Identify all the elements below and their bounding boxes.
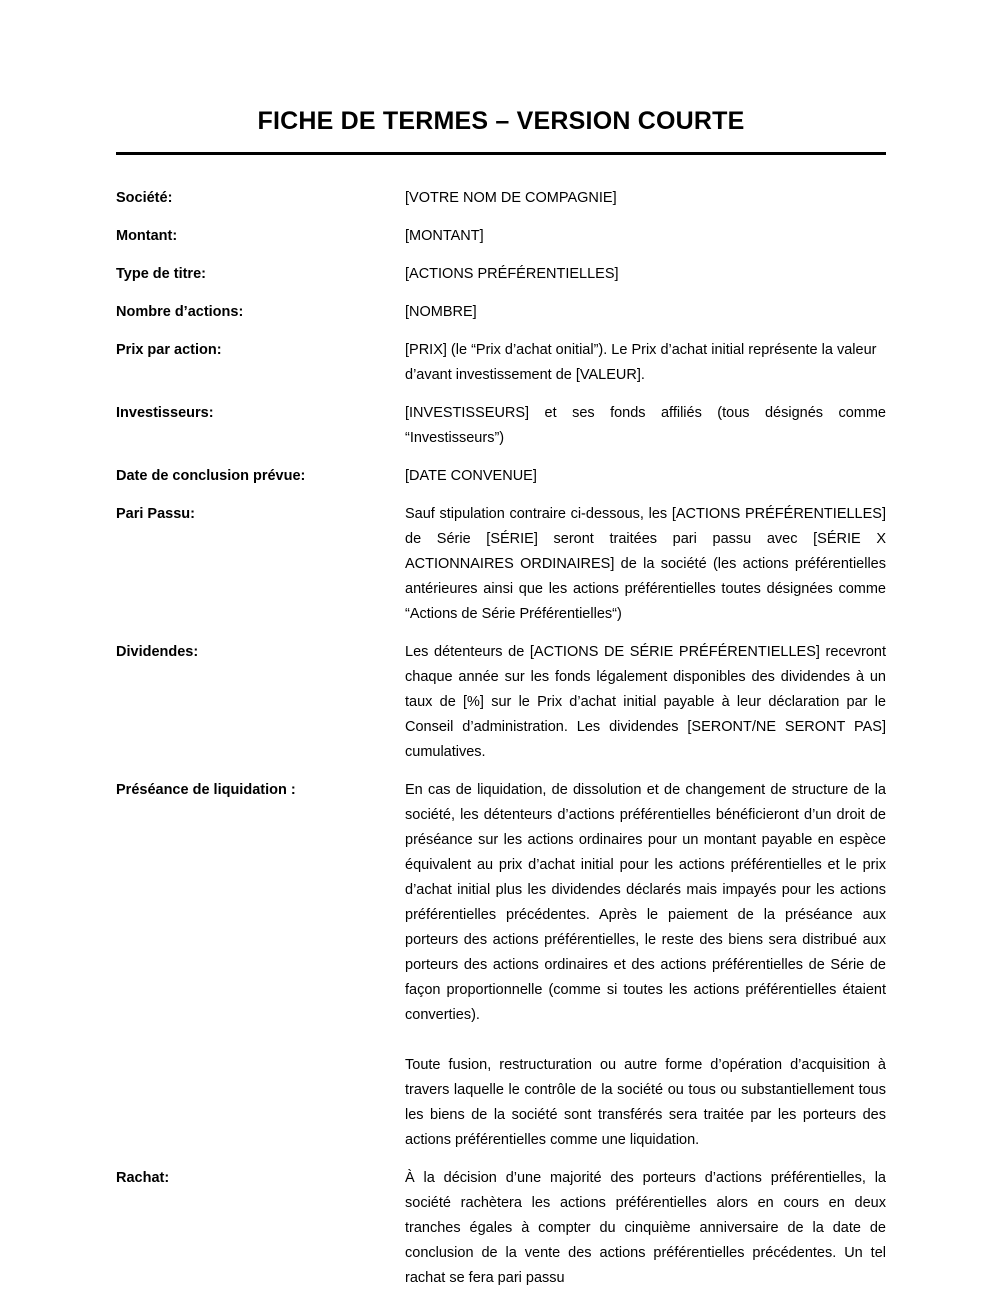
term-sheet-list xyxy=(116,186,886,1304)
term-value xyxy=(405,640,886,765)
term-paragraph: [NOMBRE] xyxy=(405,304,477,320)
term-row xyxy=(116,640,886,765)
term-paragraph: Sauf stipulation contraire ci-dessous, les [ACTIONS PRÉFÉRENTIELLES] de Série [SÉRIE] seront traitées pari passu avec [SÉRIE X ACTIONNAIRES ORDINAIRES] de la société (les actions préférentielles antérieures ainsi que les actions préférentielles toutes désignées comme “Actions de Série Préférentielles“) xyxy=(405,506,886,622)
term-paragraph: En cas de liquidation, de dissolution et de changement de structure de la société, les détenteurs d’actions préférentielles bénéficieront d’un droit de préséance sur les actions ordinaires pour un montant payable en espèce équivalent au prix d’achat initial pour les actions préférentielles et le prix d’achat initial plus les dividendes déclarés mais impayés pour les actions préférentielles précédentes. Après le paiement de la préséance aux porteurs des actions préférentielles, le reste des biens sera distribué aux porteurs des actions ordinaires et des actions préférentielles de Série de façon proportionnelle (comme si toutes les actions préférentielles étaient converties). xyxy=(405,782,886,1023)
term-paragraph: [DATE CONVENUE] xyxy=(405,468,537,484)
term-paragraph: [ACTIONS PRÉFÉRENTIELLES] xyxy=(405,266,619,282)
term-paragraph: Les détenteurs de [ACTIONS DE SÉRIE PRÉFÉRENTIELLES] recevront chaque année sur les fonds légalement disponibles des dividendes à un taux de [%] sur le Prix d’achat initial payable à leur déclaration par le Conseil d’administration. Les dividendes [SERONT/NE SERONT PAS] cumulatives. xyxy=(405,644,886,760)
term-row xyxy=(116,262,886,287)
term-value xyxy=(405,224,886,249)
term-paragraph: Toute fusion, restructuration ou autre forme d’opération d’acquisition à travers laquelle le contrôle de la société ou tous ou substantiellement tous les biens de la société sont transférés sera traitée par les porteurs des actions préférentielles comme une liquidation. xyxy=(405,1057,886,1148)
page-title: FICHE DE TERMES – VERSION COURTE xyxy=(257,107,745,135)
term-paragraph: [VOTRE NOM DE COMPAGNIE] xyxy=(405,190,617,206)
term-value xyxy=(405,262,886,287)
term-label: Montant: xyxy=(116,228,178,244)
term-value xyxy=(405,338,886,388)
term-paragraph: [PRIX] (le “Prix d’achat onitial”). Le Prix d’achat initial représente la valeur d’avant investissement de [VALEUR]. xyxy=(405,342,877,383)
term-value xyxy=(405,464,886,489)
term-row xyxy=(116,186,886,211)
term-row xyxy=(116,224,886,249)
term-label: Rachat: xyxy=(116,1170,170,1186)
term-label: Nombre d’actions: xyxy=(116,304,244,320)
term-paragraph: À la décision d’une majorité des porteurs d’actions préférentielles, la société rachètera les actions préférentielles alors en cours en deux tranches égales à compter du cinquième anniversaire de la date de conclusion de la vente des actions préférentielles précédentes. Un tel rachat se fera pari passu xyxy=(405,1170,886,1286)
term-value xyxy=(405,300,886,325)
term-label: Pari Passu: xyxy=(116,506,195,522)
term-label: Préséance de liquidation : xyxy=(116,782,296,798)
term-row xyxy=(116,1166,886,1291)
term-row xyxy=(116,338,886,388)
term-label: Investisseurs: xyxy=(116,405,214,421)
term-paragraph: [INVESTISSEURS] et ses fonds affiliés (tous désignés comme “Investisseurs”) xyxy=(405,405,886,446)
term-label: Prix par action: xyxy=(116,342,222,358)
term-value xyxy=(405,778,886,1153)
term-value xyxy=(405,186,886,211)
term-row xyxy=(116,300,886,325)
term-label: Type de titre: xyxy=(116,266,206,282)
term-row xyxy=(116,401,886,451)
term-row xyxy=(116,502,886,627)
term-row xyxy=(116,778,886,1153)
term-value xyxy=(405,401,886,451)
term-label: Dividendes: xyxy=(116,644,199,660)
term-value xyxy=(405,502,886,627)
term-paragraph: [MONTANT] xyxy=(405,228,484,244)
title-divider xyxy=(116,152,886,155)
term-value xyxy=(405,1166,886,1291)
term-label: Date de conclusion prévue: xyxy=(116,468,306,484)
term-row xyxy=(116,464,886,489)
term-label: Société: xyxy=(116,190,173,206)
